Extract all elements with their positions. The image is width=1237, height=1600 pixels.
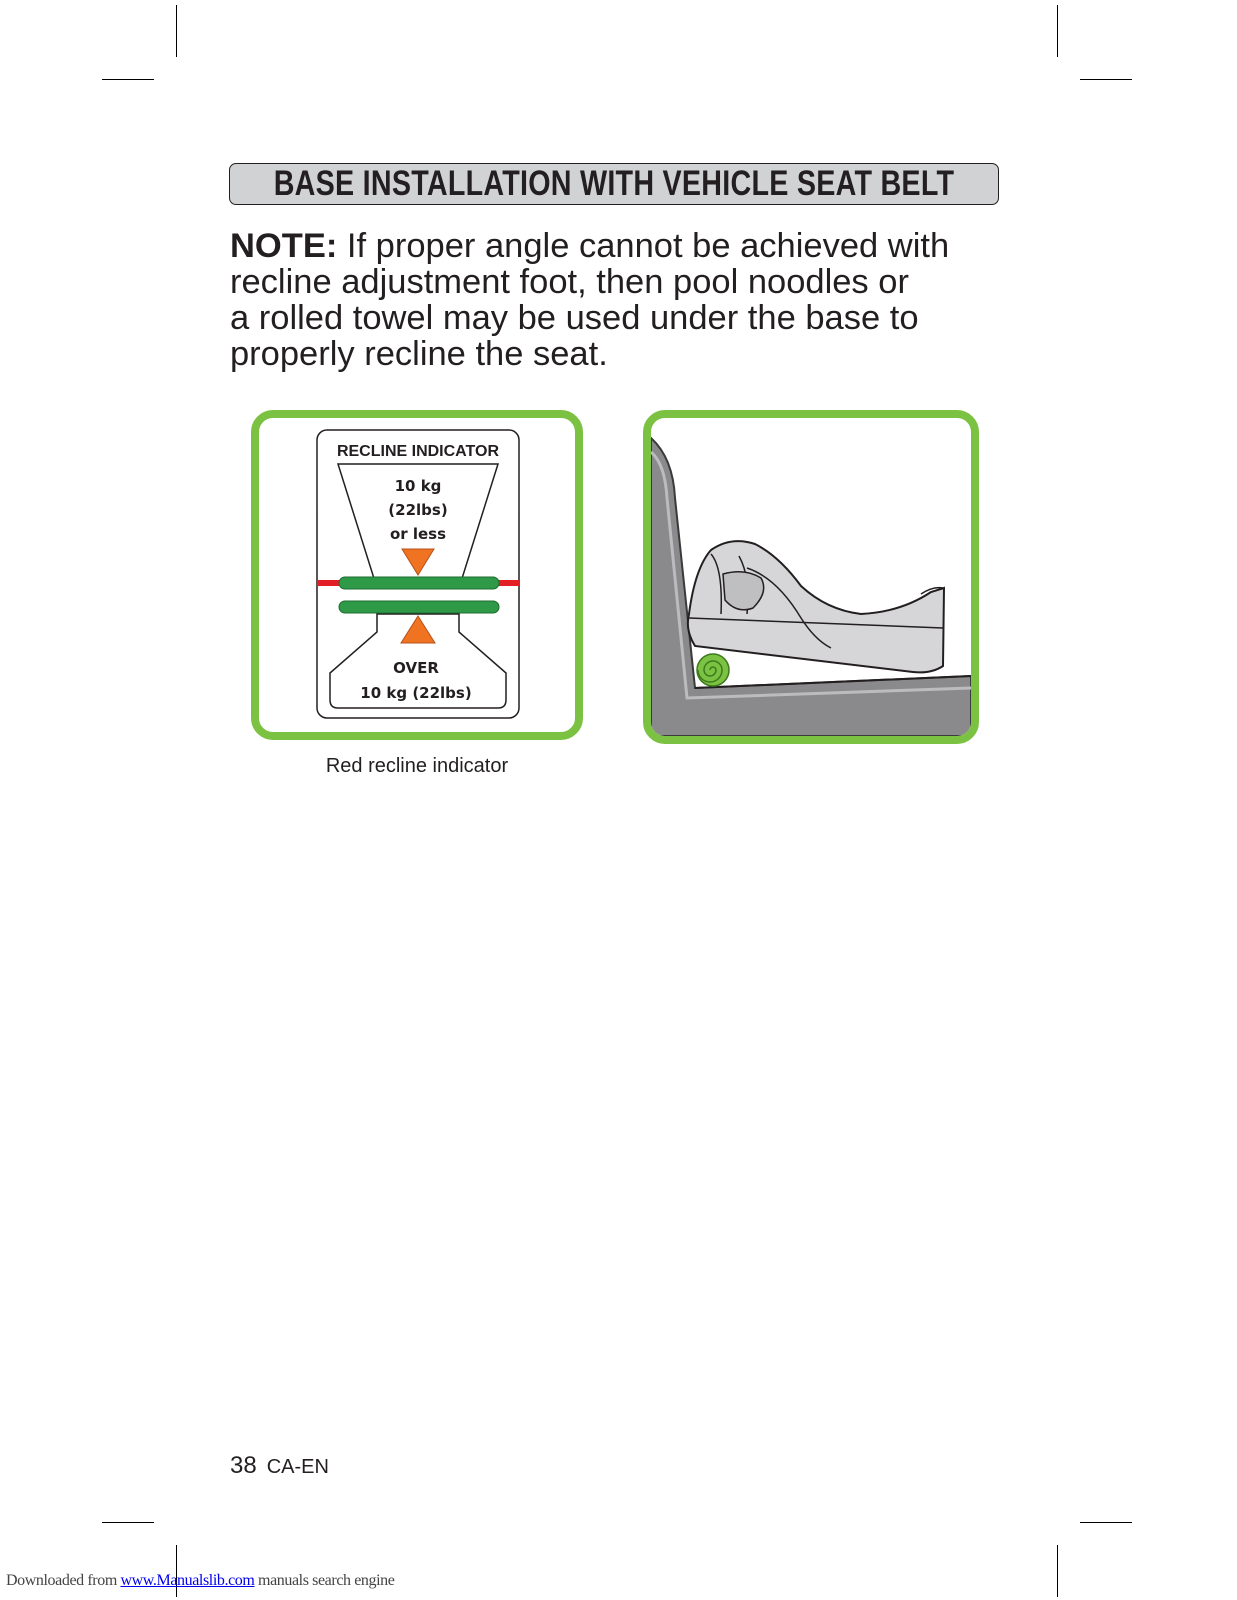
lower-zone-text: OVER xyxy=(393,659,439,677)
crop-mark xyxy=(1080,1522,1132,1523)
recline-indicator-graphic xyxy=(259,418,575,732)
car-seat-base-with-towel-icon xyxy=(651,418,971,736)
note-label: NOTE: xyxy=(230,227,338,265)
region-code: CA-EN xyxy=(266,1456,329,1478)
recline-indicator-panel xyxy=(251,410,583,740)
manualslib-link[interactable]: www.Manualslib.com xyxy=(120,1572,255,1589)
upper-zone-text: (22lbs) xyxy=(388,501,448,519)
note-line: recline adjustment foot, then pool noodles or xyxy=(230,263,909,301)
note-paragraph xyxy=(230,228,1010,372)
green-bar-upper xyxy=(339,577,499,589)
note-line: If proper angle cannot be achieved with xyxy=(346,227,950,265)
download-suffix: manuals search engine xyxy=(254,1572,395,1589)
note-line: properly recline the seat. xyxy=(230,335,608,373)
crop-mark xyxy=(176,5,177,57)
base-illustration-panel xyxy=(643,410,979,744)
lower-zone-text: 10 kg (22lbs) xyxy=(360,684,472,702)
crop-mark xyxy=(1057,5,1058,57)
upper-zone-text: 10 kg xyxy=(394,477,442,495)
crop-mark xyxy=(102,1522,154,1523)
download-prefix: Downloaded from xyxy=(6,1572,121,1589)
recline-indicator-caption: Red recline indicator xyxy=(325,755,509,777)
upper-zone-text: or less xyxy=(389,525,447,543)
crop-mark xyxy=(102,79,154,80)
page-footer xyxy=(230,1452,329,1480)
crop-mark xyxy=(1057,1545,1058,1597)
note-line: a rolled towel may be used under the base to xyxy=(230,299,919,337)
crop-mark xyxy=(1080,79,1132,80)
download-notice xyxy=(6,1572,394,1590)
section-header xyxy=(229,163,999,205)
page-number: 38 xyxy=(230,1452,257,1479)
green-bar-lower xyxy=(339,601,499,613)
section-title: BASE INSTALLATION WITH VEHICLE SEAT BELT xyxy=(273,164,955,203)
base-body xyxy=(688,541,944,672)
indicator-title: RECLINE INDICATOR xyxy=(336,443,500,460)
